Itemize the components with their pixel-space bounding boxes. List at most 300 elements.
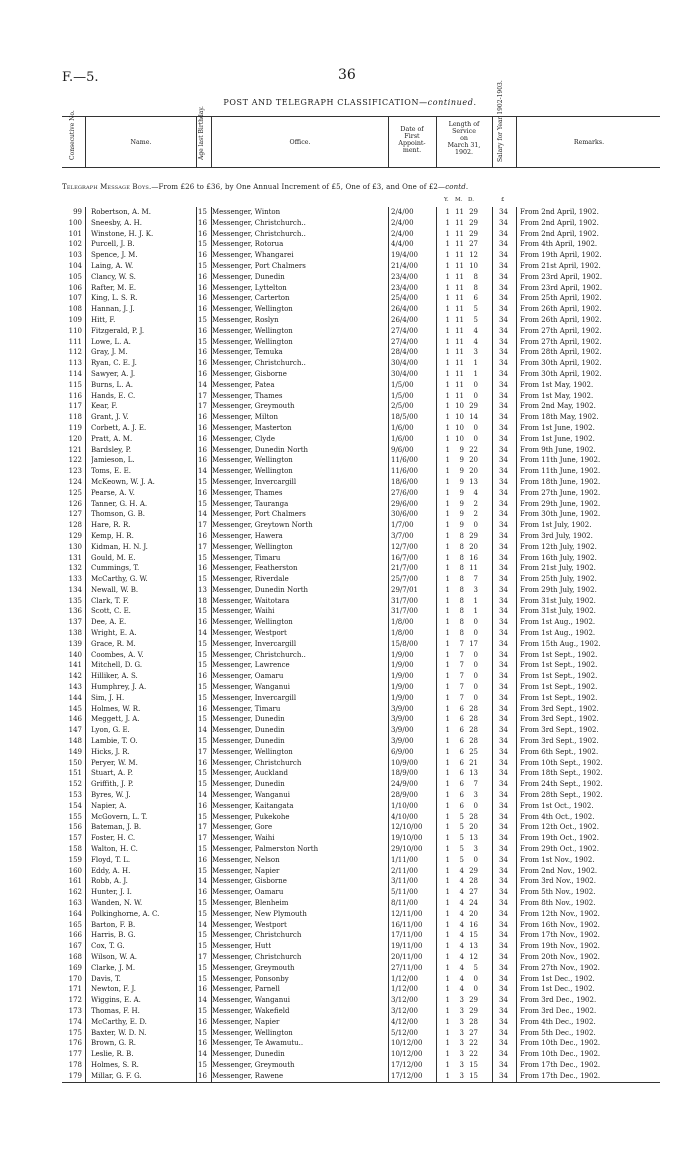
service-days: 0 xyxy=(473,380,478,389)
appointment-date: 31/7/00 xyxy=(391,607,418,616)
staff-name: Bardsley, P. xyxy=(91,445,132,454)
salary: 34 xyxy=(499,359,508,368)
remarks: From 28th April, 1902. xyxy=(520,348,602,357)
office: Messenger, Lyttelton xyxy=(212,283,287,292)
age: 16 xyxy=(198,985,207,994)
consecutive-number: 115 xyxy=(68,380,82,389)
salary: 34 xyxy=(499,1039,508,1048)
service-months: 5 xyxy=(459,812,464,821)
unit-years: Y. xyxy=(444,197,449,203)
service-months: 11 xyxy=(455,305,464,314)
age: 16 xyxy=(198,888,207,897)
service-years: 1 xyxy=(445,737,450,746)
service-days: 29 xyxy=(469,208,478,216)
age: 16 xyxy=(198,359,207,368)
service-years: 1 xyxy=(445,434,450,443)
table-row xyxy=(0,455,700,466)
service-days: 3 xyxy=(473,791,478,800)
service-months: 8 xyxy=(459,585,464,594)
table-row xyxy=(0,304,700,315)
unit-months: M. xyxy=(455,197,463,203)
remarks: From 5th Dec., 1902. xyxy=(520,1028,596,1037)
remarks: From 3rd July, 1902. xyxy=(520,531,593,540)
consecutive-number: 138 xyxy=(68,629,82,638)
age: 14 xyxy=(198,996,207,1005)
office: Messenger, Clyde xyxy=(212,434,275,443)
table-row xyxy=(0,401,700,412)
office: Messenger, Whangarei xyxy=(212,251,294,260)
remarks: From 30th April, 1902. xyxy=(520,359,602,368)
service-years: 1 xyxy=(445,575,450,584)
age: 15 xyxy=(198,931,207,940)
consecutive-number: 110 xyxy=(68,326,82,335)
staff-name: Thomson, G. B. xyxy=(91,510,145,519)
page-reference: F.—5. xyxy=(62,70,99,85)
office: Messenger, Dunedin xyxy=(212,780,285,789)
consecutive-number: 148 xyxy=(68,737,82,746)
consecutive-number: 150 xyxy=(68,758,82,767)
service-years: 1 xyxy=(445,391,450,400)
age: 15 xyxy=(198,639,207,648)
remarks: From 1st Sept., 1902. xyxy=(520,683,598,692)
consecutive-number: 174 xyxy=(68,1017,82,1026)
section-contd: contd. xyxy=(445,183,469,191)
remarks: From 1st Dec., 1902. xyxy=(520,974,595,983)
remarks: From 31st July, 1902. xyxy=(520,607,596,616)
appointment-date: 3/9/00 xyxy=(391,726,414,735)
age: 16 xyxy=(198,283,207,292)
remarks: From 9th June, 1902. xyxy=(520,445,596,454)
service-years: 1 xyxy=(445,845,450,854)
service-days: 25 xyxy=(469,747,478,756)
service-years: 1 xyxy=(445,1039,450,1048)
office: Messenger, Parnell xyxy=(212,985,280,994)
staff-name: Pearse, A. V. xyxy=(91,488,135,497)
table-row xyxy=(0,898,700,909)
staff-name: Wilson, W. A. xyxy=(91,952,138,961)
service-days: 0 xyxy=(473,521,478,530)
remarks: From 10th Sept., 1902. xyxy=(520,758,603,767)
service-days: 5 xyxy=(473,305,478,314)
age: 17 xyxy=(198,542,207,551)
age: 15 xyxy=(198,261,207,270)
office: Messenger, Wellington xyxy=(212,326,293,335)
service-years: 1 xyxy=(445,726,450,735)
remarks: From 21st April, 1902. xyxy=(520,261,601,270)
salary: 34 xyxy=(499,693,508,702)
service-months: 11 xyxy=(455,326,464,335)
consecutive-number: 173 xyxy=(68,1006,82,1015)
table-row xyxy=(0,509,700,520)
service-days: 7 xyxy=(473,575,478,584)
office: Messenger, Wellington xyxy=(212,337,293,346)
salary: 34 xyxy=(499,208,508,216)
appointment-date: 3/12/00 xyxy=(391,996,418,1005)
header-date-line: ment. xyxy=(402,147,422,154)
age: 15 xyxy=(198,899,207,907)
age: 15 xyxy=(198,208,207,216)
consecutive-number: 179 xyxy=(68,1071,82,1080)
appointment-date: 21/4/00 xyxy=(391,261,418,270)
service-days: 17 xyxy=(469,639,478,648)
table-row xyxy=(0,779,700,790)
appointment-date: 1/9/00 xyxy=(391,650,414,659)
service-months: 4 xyxy=(459,985,464,994)
age: 14 xyxy=(198,380,207,389)
service-days: 21 xyxy=(469,758,478,767)
staff-name: Lambie, T. O. xyxy=(91,737,138,746)
service-days: 22 xyxy=(469,445,478,454)
table-row xyxy=(0,725,700,736)
staff-name: Hunter, J. I. xyxy=(91,888,132,897)
service-years: 1 xyxy=(445,769,450,778)
salary: 34 xyxy=(499,845,508,854)
service-days: 14 xyxy=(469,413,478,422)
appointment-date: 28/9/00 xyxy=(391,791,418,800)
age: 16 xyxy=(198,423,207,432)
appointment-date: 3/9/00 xyxy=(391,704,414,713)
service-days: 4 xyxy=(473,337,478,346)
appointment-date: 24/9/00 xyxy=(391,780,418,789)
service-months: 9 xyxy=(459,499,464,508)
salary: 34 xyxy=(499,780,508,789)
office: Messenger, Wellington xyxy=(212,456,293,465)
table-row xyxy=(0,434,700,445)
appointment-date: 25/7/00 xyxy=(391,575,418,584)
appointment-date: 30/6/00 xyxy=(391,510,418,519)
salary: 34 xyxy=(499,391,508,400)
consecutive-number: 100 xyxy=(68,218,82,227)
service-months: 9 xyxy=(459,488,464,497)
appointment-date: 30/4/00 xyxy=(391,359,418,368)
service-days: 20 xyxy=(469,909,478,918)
consecutive-number: 154 xyxy=(68,801,82,810)
service-years: 1 xyxy=(445,467,450,476)
age: 16 xyxy=(198,294,207,303)
salary: 34 xyxy=(499,758,508,767)
service-months: 10 xyxy=(455,423,464,432)
service-years: 1 xyxy=(445,294,450,303)
appointment-date: 4/10/00 xyxy=(391,812,418,821)
age: 15 xyxy=(198,715,207,724)
table-row xyxy=(0,995,700,1006)
staff-name: Cummings, T. xyxy=(91,564,140,573)
header-age: Age last Birthday. xyxy=(198,106,205,160)
service-days: 0 xyxy=(473,618,478,627)
staff-name: Burns, L. A. xyxy=(91,380,133,389)
appointment-date: 12/7/00 xyxy=(391,542,418,551)
consecutive-number: 128 xyxy=(68,521,82,530)
header-date-line: First xyxy=(404,133,420,140)
service-years: 1 xyxy=(445,909,450,918)
salary: 34 xyxy=(499,337,508,346)
service-years: 1 xyxy=(445,996,450,1005)
salary: 34 xyxy=(499,445,508,454)
remarks: From 21st July, 1902. xyxy=(520,564,596,573)
age: 15 xyxy=(198,693,207,702)
consecutive-number: 104 xyxy=(68,261,82,270)
age: 14 xyxy=(198,877,207,886)
office: Messenger, Kaitangata xyxy=(212,801,294,810)
office: Messenger, Riverdale xyxy=(212,575,289,584)
age: 15 xyxy=(198,1006,207,1015)
appointment-date: 3/11/00 xyxy=(391,877,418,886)
appointment-date: 27/6/00 xyxy=(391,488,418,497)
service-days: 20 xyxy=(469,456,478,465)
age: 15 xyxy=(198,240,207,249)
table-row xyxy=(0,714,700,725)
age: 15 xyxy=(198,866,207,875)
service-days: 4 xyxy=(473,488,478,497)
service-months: 11 xyxy=(455,251,464,260)
service-months: 8 xyxy=(459,531,464,540)
service-months: 9 xyxy=(459,477,464,486)
consecutive-number: 140 xyxy=(68,650,82,659)
remarks: From 12th July, 1902. xyxy=(520,542,597,551)
office: Messenger, Christchurch.. xyxy=(212,359,306,368)
appointment-date: 1/6/00 xyxy=(391,423,414,432)
office: Messenger, Invercargill xyxy=(212,639,297,648)
service-months: 8 xyxy=(459,607,464,616)
office: Messenger, Greymouth xyxy=(212,402,295,411)
table-row xyxy=(0,930,700,941)
appointment-date: 2/4/00 xyxy=(391,229,414,238)
appointment-date: 17/12/00 xyxy=(391,1060,423,1069)
table-row xyxy=(0,768,700,779)
staff-name: Thomas, F. H. xyxy=(91,1006,140,1015)
age: 16 xyxy=(198,305,207,314)
appointment-date: 5/12/00 xyxy=(391,1028,418,1037)
staff-name: Kear, F. xyxy=(91,402,118,411)
appointment-date: 3/9/00 xyxy=(391,715,414,724)
service-years: 1 xyxy=(445,672,450,681)
office: Messenger, Winton xyxy=(212,208,281,216)
service-days: 1 xyxy=(473,596,478,605)
age: 14 xyxy=(198,920,207,929)
salary: 34 xyxy=(499,920,508,929)
service-months: 3 xyxy=(459,1060,464,1069)
office: Messenger, Wellington xyxy=(212,1028,293,1037)
remarks: From 17th Nov., 1902. xyxy=(520,931,600,940)
staff-name: Grant, J. V. xyxy=(91,413,129,422)
salary: 34 xyxy=(499,877,508,886)
staff-name: Clarke, J. M. xyxy=(91,963,136,972)
service-months: 3 xyxy=(459,1017,464,1026)
header-service-line: March 31, xyxy=(447,142,481,149)
appointment-date: 5/11/00 xyxy=(391,888,418,897)
salary: 34 xyxy=(499,704,508,713)
service-days: 1 xyxy=(473,359,478,368)
table-row xyxy=(0,563,700,574)
table-row xyxy=(0,639,700,650)
appointment-date: 1/12/00 xyxy=(391,974,418,983)
service-months: 3 xyxy=(459,1039,464,1048)
table-row xyxy=(0,596,700,607)
remarks: From 3rd Sept., 1902. xyxy=(520,726,599,735)
office: Messenger, Gisborne xyxy=(212,369,287,378)
service-years: 1 xyxy=(445,780,450,789)
staff-name: Hannan, J. J. xyxy=(91,305,135,314)
salary: 34 xyxy=(499,899,508,907)
table-row xyxy=(0,574,700,585)
appointment-date: 29/6/00 xyxy=(391,499,418,508)
staff-name: McCarthy, E. D. xyxy=(91,1017,147,1026)
service-months: 4 xyxy=(459,942,464,951)
service-months: 7 xyxy=(459,639,464,648)
service-years: 1 xyxy=(445,704,450,713)
service-months: 11 xyxy=(455,380,464,389)
table-row xyxy=(0,963,700,974)
remarks: From 19th April, 1902. xyxy=(520,251,602,260)
office: Messenger, Christchurch.. xyxy=(212,650,306,659)
age: 14 xyxy=(198,510,207,519)
table-row xyxy=(0,218,700,229)
col-divider-3 xyxy=(211,116,212,167)
salary: 34 xyxy=(499,240,508,249)
appointment-date: 19/10/00 xyxy=(391,834,423,843)
service-months: 6 xyxy=(459,704,464,713)
table-row xyxy=(0,585,700,596)
table-row xyxy=(0,499,700,510)
office: Messenger, Hutt xyxy=(212,942,272,951)
staff-name: Hare, R. R. xyxy=(91,521,131,530)
appointment-date: 2/4/00 xyxy=(391,218,414,227)
remarks: From 23rd April, 1902. xyxy=(520,283,603,292)
office: Messenger, Te Awamutu.. xyxy=(212,1039,304,1048)
section-text: —From £26 to £36, by One Annual Increment of £5, One of £3, and One of £2— xyxy=(151,183,446,191)
appointment-date: 8/11/00 xyxy=(391,899,418,907)
remarks: From 12th Nov., 1902. xyxy=(520,909,600,918)
remarks: From 1st Oct., 1902. xyxy=(520,801,594,810)
staff-name: Walton, H. C. xyxy=(91,845,138,854)
consecutive-number: 107 xyxy=(68,294,82,303)
consecutive-number: 120 xyxy=(68,434,82,443)
consecutive-number: 124 xyxy=(68,477,82,486)
age: 16 xyxy=(198,218,207,227)
salary: 34 xyxy=(499,866,508,875)
salary: 34 xyxy=(499,639,508,648)
staff-name: Sawyer, A. J. xyxy=(91,369,136,378)
appointment-date: 10/9/00 xyxy=(391,758,418,767)
age: 15 xyxy=(198,575,207,584)
remarks: From 19th Nov., 1902. xyxy=(520,942,600,951)
header-service-line: Service xyxy=(452,128,476,135)
col-divider-2 xyxy=(196,116,197,167)
salary: 34 xyxy=(499,575,508,584)
consecutive-number: 178 xyxy=(68,1060,82,1069)
age: 16 xyxy=(198,251,207,260)
table-row xyxy=(0,337,700,348)
service-days: 28 xyxy=(469,704,478,713)
service-days: 22 xyxy=(469,1050,478,1059)
age: 16 xyxy=(198,672,207,681)
service-years: 1 xyxy=(445,542,450,551)
age: 16 xyxy=(198,488,207,497)
office: Messenger, Tauranga xyxy=(212,499,289,508)
consecutive-number: 153 xyxy=(68,791,82,800)
service-days: 29 xyxy=(469,402,478,411)
consecutive-number: 172 xyxy=(68,996,82,1005)
remarks: From 27th June, 1902. xyxy=(520,488,601,497)
appointment-date: 10/12/00 xyxy=(391,1039,423,1048)
service-years: 1 xyxy=(445,413,450,422)
office: Messenger, Timaru xyxy=(212,553,281,562)
remarks: From 5th Nov., 1902. xyxy=(520,888,596,897)
header-name: Name. xyxy=(130,139,152,146)
staff-name: Griffith, J. P. xyxy=(91,780,134,789)
table-row xyxy=(0,952,700,963)
appointment-date: 1/9/00 xyxy=(391,683,414,692)
remarks: From 3rd Sept., 1902. xyxy=(520,737,599,746)
age: 17 xyxy=(198,391,207,400)
service-days: 0 xyxy=(473,650,478,659)
table-row xyxy=(0,693,700,704)
table-row xyxy=(0,887,700,898)
header-service-line: 1902. xyxy=(454,149,474,156)
service-months: 5 xyxy=(459,834,464,843)
salary: 34 xyxy=(499,952,508,961)
service-years: 1 xyxy=(445,251,450,260)
salary: 34 xyxy=(499,661,508,670)
table-row xyxy=(0,1006,700,1017)
age: 16 xyxy=(198,1039,207,1048)
office: Messenger, Wakefield xyxy=(212,1006,290,1015)
table-row xyxy=(0,229,700,240)
service-years: 1 xyxy=(445,423,450,432)
service-years: 1 xyxy=(445,348,450,357)
age: 18 xyxy=(198,596,207,605)
table-row xyxy=(0,617,700,628)
age: 16 xyxy=(198,1017,207,1026)
staff-name: Jamieson, L. xyxy=(91,456,135,465)
age: 15 xyxy=(198,909,207,918)
service-years: 1 xyxy=(445,942,450,951)
service-days: 0 xyxy=(473,661,478,670)
salary: 34 xyxy=(499,261,508,270)
office: Messenger, Christchurch.. xyxy=(212,229,306,238)
service-months: 4 xyxy=(459,952,464,961)
service-years: 1 xyxy=(445,596,450,605)
office: Messenger, Gisborne xyxy=(212,877,287,886)
table-row xyxy=(0,391,700,402)
service-days: 8 xyxy=(473,283,478,292)
col-divider-6 xyxy=(492,116,493,167)
appointment-date: 1/9/00 xyxy=(391,693,414,702)
remarks: From 1st Aug., 1902. xyxy=(520,618,596,627)
service-years: 1 xyxy=(445,531,450,540)
service-days: 0 xyxy=(473,423,478,432)
service-years: 1 xyxy=(445,1017,450,1026)
header-service-line: Length of xyxy=(448,121,480,128)
consecutive-number: 149 xyxy=(68,747,82,756)
table-row xyxy=(0,207,700,218)
appointment-date: 15/8/00 xyxy=(391,639,418,648)
staff-name: Clancy, W. S. xyxy=(91,272,136,281)
table-row xyxy=(0,876,700,887)
office: Messenger, Dunedin North xyxy=(212,445,309,454)
consecutive-number: 126 xyxy=(68,499,82,508)
salary: 34 xyxy=(499,1050,508,1059)
consecutive-number: 119 xyxy=(68,423,82,432)
table-row xyxy=(0,1049,700,1060)
consecutive-number: 175 xyxy=(68,1028,82,1037)
table-row xyxy=(0,747,700,758)
remarks: From 29th Oct., 1902. xyxy=(520,845,599,854)
service-months: 4 xyxy=(459,866,464,875)
service-days: 7 xyxy=(473,780,478,789)
staff-name: Harris, B. G. xyxy=(91,931,136,940)
staff-name: McKeown, W. J. A. xyxy=(91,477,155,486)
